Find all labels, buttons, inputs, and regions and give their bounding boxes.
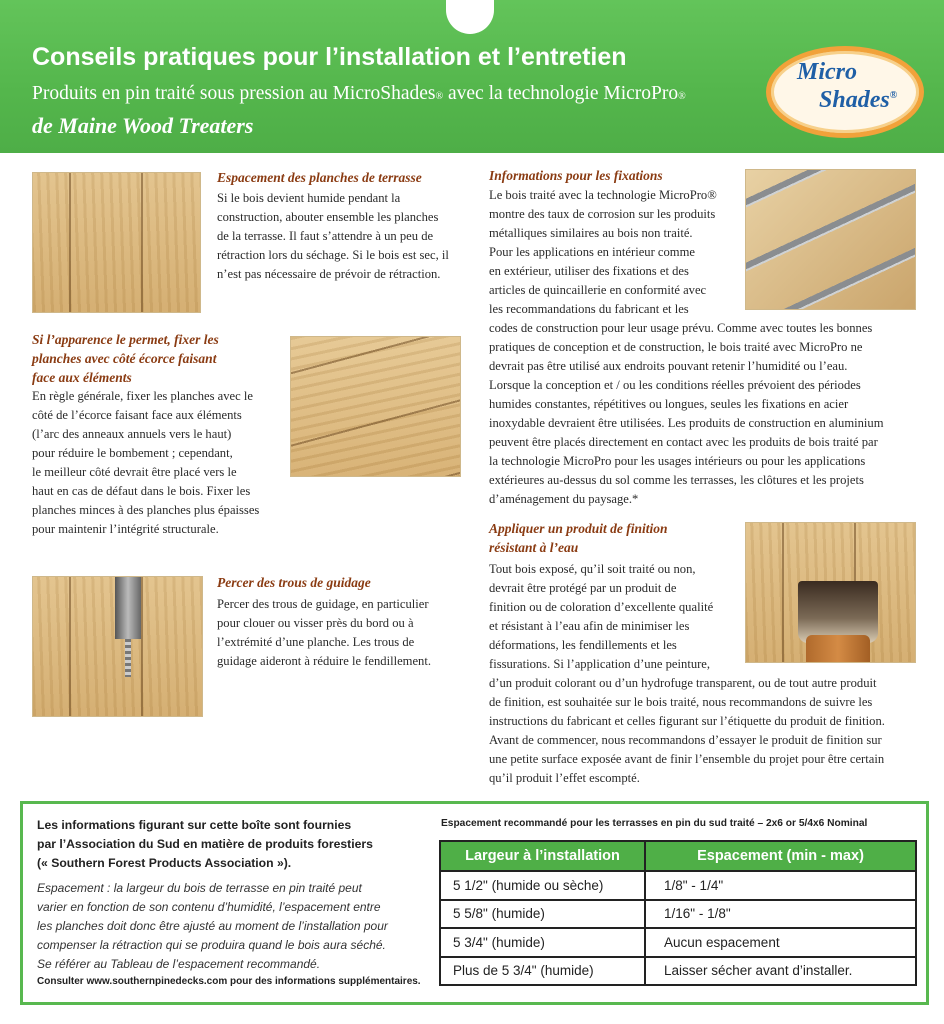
paint-brush-icon <box>798 581 878 643</box>
table-cell: 1/16" - 1/8" <box>645 900 916 929</box>
table-cell: 5 3/4" (humide) <box>440 928 645 957</box>
sfpa-info-text <box>37 816 422 974</box>
table-row <box>440 928 916 957</box>
finish-text-short: Tout bois exposé, qu’il soit traité ou non, devrait être protégé par un produit de finition ou de coloration d’excellente qualité et résistant à l’eau afin de minimiser les déformations, les fendillements et les fissurations. Si l’application d’une peinture, <box>489 562 714 671</box>
bark-side-boards-photo <box>290 336 461 477</box>
sfpa-heading: Les informations figurant sur cette boîte sont fournies par l’Association du Sud en matière de produits forestiers (« Southern Forest Products Association »). <box>37 818 373 870</box>
microshades-logo: Micro Shades® <box>766 46 924 138</box>
table-caption: Espacement recommandé pour les terrasses en pin du sud traité – 2x6 or 5/4x6 Nominal <box>441 818 868 829</box>
header-banner <box>0 0 944 153</box>
table-cell: 1/8" - 1/4" <box>645 871 916 900</box>
fasteners-text-short: Le bois traité avec la technologie MicroPro® montre des taux de corrosion sur les produits métalliques similaires au bois non traité. Pour les applications en intérieur comme en extérieur, utiliser des fixations et des articles de quincaillerie en conformité avec les recommandations du fabricant et les <box>489 188 717 316</box>
drill-icon <box>115 577 141 639</box>
table-header: Largeur à l’installation <box>440 841 645 871</box>
table-cell: Plus de 5 3/4" (humide) <box>440 957 645 986</box>
table-cell: Aucun espacement <box>645 928 916 957</box>
spacing-table <box>439 840 917 986</box>
company-name: de Maine Wood Treaters <box>32 113 254 138</box>
bark-heading: Si l’apparence le permet, fixer les planches avec côté écorce faisant face aux éléments <box>32 332 219 385</box>
pilot-heading: Percer des trous de guidage <box>217 575 371 590</box>
table-row <box>440 957 916 986</box>
hang-hole <box>446 0 494 34</box>
table-header: Espacement (min - max) <box>645 841 916 871</box>
finish-text-long: d’un produit colorant ou d’un hydrofuge transparent, ou de tout autre produit de finition, est souhaitée sur le bois traité, nous recommandons de suivre les instructions du fabricant et celles figurant sur l’étiquette du produit de finition. Avant de commencer, nous recommandons d’essayer le produit de finition sur une petite surface exposée avant de finir l’ensemble du projet pour être certain qu’il produit l’effet escompté. <box>489 676 885 785</box>
fasteners-photo <box>745 169 916 310</box>
fasteners-heading: Informations pour les fixations <box>489 168 663 183</box>
brush-handle-icon <box>806 635 870 663</box>
table-cell: 5 1/2" (humide ou sèche) <box>440 871 645 900</box>
website-footer: Consulter www.southernpinedecks.com pour des informations supplémentaires. <box>37 976 421 987</box>
table-cell: Laisser sécher avant d’installer. <box>645 957 916 986</box>
fasteners-text-long: codes de construction pour leur usage prévu. Comme avec toutes les bonnes pratiques de conception et de construction, le bois traité avec MicroPro ne devrait pas être utilisé aux endroits pouvant retenir l’humidité ou l’eau. Lorsque la conception et / ou les conditions réelles prévoient des périodes humides constantes, répétitives ou longues, seules les fixations en acier inoxydable devraient être utilisées. Les produits de construction en aluminium peuvent être placés directement en contact avec les produits de bois traité par la technologie MicroPro pour les usages intérieurs ou pour les applications extérieures au-dessus du sol comme les terrasses, les clôtures et les projets d’aménagement du paysage.* <box>489 321 884 506</box>
finish-heading: Appliquer un produit de finition résistant à l’eau <box>489 521 668 555</box>
finish-brush-photo <box>745 522 916 663</box>
table-header-row <box>440 841 916 871</box>
drill-bit-icon <box>125 639 131 677</box>
table-row <box>440 900 916 929</box>
pilot-text: Percer des trous de guidage, en particulier pour clouer ou visser près du bord ou à l’extrémité d’une planche. Les trous de guidage aideront à réduire le fendillement. <box>217 597 432 668</box>
bark-text: En règle générale, fixer les planches avec le côté de l’écorce faisant face aux éléments (l’arc des anneaux annuels vers le haut) pour réduire le bombement ; cependant, le meilleur côté devrait être placé vers le haut en cas de défaut dans le bois. Fixer les planches minces à des planches plus épaisses pour maintenir l’intégrité structurale. <box>32 389 260 536</box>
deck-boards-photo <box>32 172 201 313</box>
spacing-heading: Espacement des planches de terrasse <box>217 170 422 185</box>
spacing-note: Espacement : la largeur du bois de terrasse en pin traité peut varier en fonction de son contenu d’humidité, l’espacement entre les planches doit donc être ajusté au moment de l’installation pour compenser la rétraction qui se produira quand le bois aura séché. Se référer au Tableau de l’espacement recommandé. <box>37 881 388 971</box>
table-cell: 5 5/8" (humide) <box>440 900 645 929</box>
spacing-text: Si le bois devient humide pendant la construction, abouter ensemble les planches de la terrasse. Il faut s’attendre à un peu de rétraction lors du séchage. Si le bois est sec, il n’est pas nécessaire de prévoir de rétraction. <box>217 191 449 281</box>
pilot-drill-photo <box>32 576 203 717</box>
table-row <box>440 871 916 900</box>
page-title: Conseils pratiques pour l’installation et l’entretien <box>32 43 627 71</box>
sfpa-info-box <box>20 801 929 1005</box>
page-subtitle: Produits en pin traité sous pression au MicroShades® avec la technologie MicroPro® <box>32 83 686 104</box>
